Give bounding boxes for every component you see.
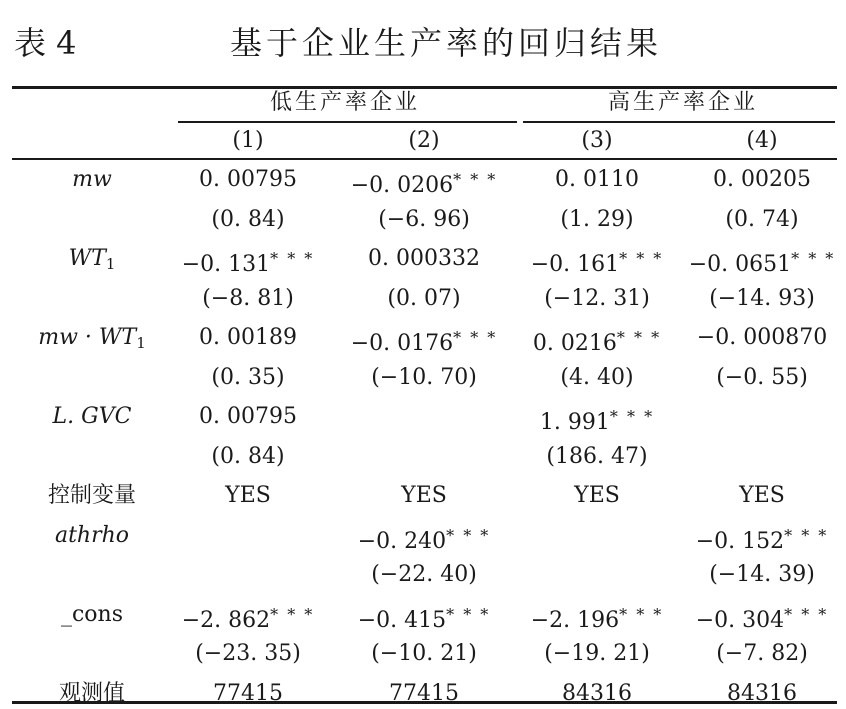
t-stat-cell: (0. 84) — [211, 443, 285, 469]
column-header: (4) — [746, 128, 778, 153]
row-label: athrho — [54, 522, 130, 548]
group-rule-low — [178, 121, 517, 123]
significance-stars: * * * — [784, 525, 829, 545]
coefficient-cell: −0. 0176* * * — [350, 328, 498, 356]
coefficient-cell: −0. 152* * * — [695, 525, 829, 554]
t-stat-cell: (1. 29) — [560, 206, 634, 232]
coefficient-cell: 0. 00795 — [199, 167, 297, 192]
table-title: 基于企业生产率的回归结果 — [230, 24, 663, 62]
row-label: $WT_1$ — [68, 246, 116, 273]
row-label: L. GVC — [52, 404, 132, 429]
significance-stars: * * * — [453, 328, 498, 347]
row-label: 观测值 — [58, 680, 126, 706]
column-header: (3) — [581, 128, 613, 153]
t-stat-cell: (0. 84) — [211, 206, 285, 232]
t-stat-cell: (−14. 93) — [709, 285, 815, 311]
t-stat-cell: (−19. 21) — [544, 641, 650, 666]
significance-stars: * * * — [453, 170, 498, 189]
column-header: (1) — [232, 128, 264, 153]
t-stat-cell: (−8. 81) — [202, 285, 294, 311]
t-stat-cell: (−0. 55) — [716, 364, 808, 390]
group-header-high: 高生产率企业 — [607, 90, 759, 115]
group-header-low: 低生产率企业 — [269, 90, 421, 115]
t-stat-cell: (186. 47) — [546, 443, 648, 469]
t-stat-cell: (−10. 21) — [371, 641, 477, 666]
coefficient-cell: −2. 196* * * — [530, 604, 664, 633]
table-number: 表 4 — [14, 24, 77, 62]
coefficient-cell: −0. 0206* * * — [350, 170, 498, 198]
row-label: 控制变量 — [47, 483, 137, 508]
coefficient-cell: −0. 000870 — [696, 325, 828, 350]
significance-stars: * * * — [446, 604, 491, 624]
significance-stars: * * * — [616, 328, 662, 347]
group-rule-high — [523, 121, 835, 123]
significance-stars: * * * — [270, 604, 315, 624]
significance-stars: * * * — [619, 604, 664, 624]
observations-cell: 84316 — [562, 680, 632, 706]
controls-cell: YES — [225, 483, 271, 508]
coefficient-cell: 0. 000332 — [368, 246, 480, 271]
t-stat-cell: (−12. 31) — [544, 285, 650, 311]
t-stat-cell: (−23. 35) — [195, 641, 301, 666]
significance-stars: * * * — [784, 604, 829, 624]
coefficient-cell: −0. 0651* * * — [688, 249, 836, 277]
row-label: mw — [72, 167, 112, 192]
coefficient-cell: 0. 0110 — [555, 167, 639, 192]
coefficient-cell: −0. 161* * * — [530, 249, 664, 277]
column-header: (2) — [408, 128, 440, 153]
coefficient-cell: 0. 0216* * * — [532, 328, 662, 356]
coefficient-cell: −0. 240* * * — [357, 525, 491, 554]
row-label: _cons — [60, 601, 124, 627]
t-stat-cell: (−22. 40) — [371, 562, 477, 587]
significance-stars: * * * — [791, 249, 836, 268]
t-stat-cell: (−6. 96) — [378, 206, 470, 232]
coefficient-cell: −2. 862* * * — [181, 604, 315, 633]
coefficient-cell: 0. 00795 — [199, 404, 297, 429]
coefficient-cell: −0. 415* * * — [357, 604, 491, 633]
coefficient-cell: −0. 304* * * — [695, 604, 829, 633]
coefficient-cell: 0. 00189 — [199, 325, 297, 350]
row-label: mw · $WT_1$ — [38, 325, 146, 352]
coefficient-cell: −0. 131* * * — [181, 249, 315, 277]
t-stat-cell: (0. 74) — [725, 206, 799, 232]
coefficient-cell: 1. 991* * * — [539, 407, 655, 435]
observations-cell: 84316 — [727, 680, 797, 706]
controls-cell: YES — [574, 483, 620, 508]
header-rule — [12, 158, 837, 160]
t-stat-cell: (−10. 70) — [371, 364, 477, 390]
t-stat-cell: (0. 07) — [387, 285, 461, 311]
t-stat-cell: (−14. 39) — [709, 562, 815, 587]
controls-cell: YES — [401, 483, 447, 508]
significance-stars: * * * — [270, 249, 315, 268]
observations-cell: 77415 — [213, 680, 283, 706]
significance-stars: * * * — [619, 249, 664, 268]
significance-stars: * * * — [446, 525, 491, 545]
controls-cell: YES — [739, 483, 785, 508]
coefficient-cell: 0. 00205 — [713, 167, 811, 192]
observations-cell: 77415 — [389, 680, 459, 706]
t-stat-cell: (0. 35) — [211, 364, 285, 390]
t-stat-cell: (4. 40) — [560, 364, 634, 390]
significance-stars: * * * — [609, 407, 655, 426]
t-stat-cell: (−7. 82) — [716, 641, 808, 666]
